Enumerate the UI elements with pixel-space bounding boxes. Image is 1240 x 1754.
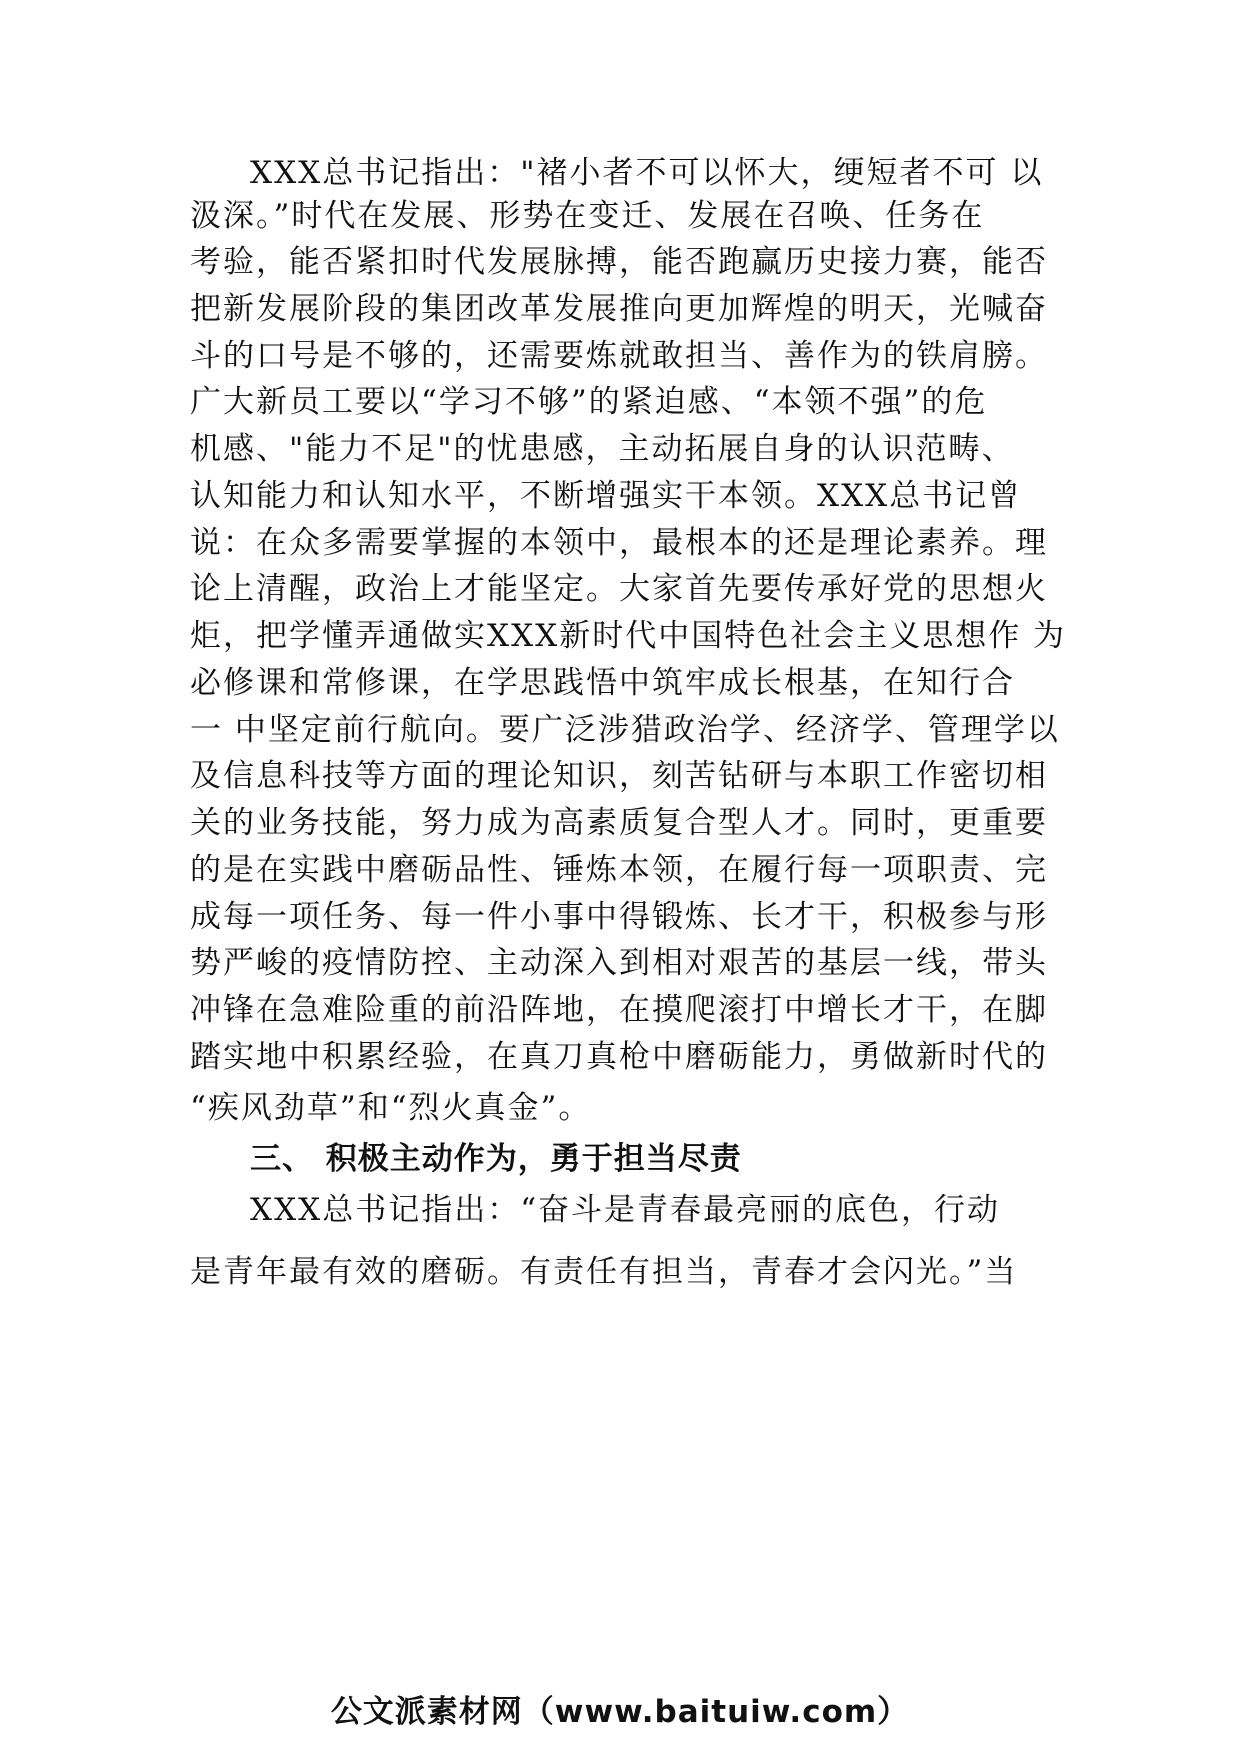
paragraph-1-line: 踏实地中积累经验，在真刀真枪中磨砺能力，勇做新时代的 (190, 1039, 1048, 1075)
paragraph-1-line: 炬，把学懂弄通做实XXX新时代中国特色社会主义思想作 为 (190, 618, 1067, 654)
paragraph-1-line: 把新发展阶段的集团改革发展推向更加辉煌的明天，光喊奋 (190, 291, 1048, 327)
paragraph-1-line: 及信息科技等方面的理论知识，刻苦钻研与本职工作密切相 (190, 758, 1048, 794)
paragraph-1-line: 关的业务技能，努力成为高素质复合型人才。同时，更重要 (190, 805, 1048, 841)
paragraph-1-line: 成每一项任务、每一件小事中得锻炼、长才干，积极参与形 (190, 899, 1048, 935)
paragraph-2-line: XXX总书记指出：“奋斗是青春最亮丽的底色，行动 (250, 1192, 1001, 1228)
paragraph-1-line: “疾风劲草”和“烈火真金”。 (190, 1090, 592, 1126)
paragraph-1-line: 势严峻的疫情防控、主动深入到相对艰苦的基层一线，带头 (190, 945, 1048, 981)
paragraph-1-line: 斗的口号是不够的，还需要炼就敢担当、善作为的铁肩膀。 (190, 338, 1048, 374)
paragraph-1-line: 的是在实践中磨砺品性、锤炼本领，在履行每一项职责、完 (190, 852, 1048, 888)
section-heading: 三、 积极主动作为，勇于担当尽责 (250, 1141, 742, 1177)
paragraph-1-line: 考验，能否紧扣时代发展脉搏，能否跑赢历史接力赛，能否 (190, 244, 1048, 280)
paragraph-1-line: 认知能力和认知水平，不断增强实干本领。XXX总书记曾 (190, 478, 1022, 514)
paragraph-1-line: XXX总书记指出："褚小者不可以怀大，绠短者不可 以 (250, 155, 1044, 191)
paragraph-2-line: 是青年最有效的磨砺。有责任有担当，青春才会闪光。”当 (190, 1254, 1018, 1290)
paragraph-1-line: 广大新员工要以“学习不够”的紧迫感、“本领不强”的危 (190, 384, 988, 420)
paragraph-1-line: 机感、"能力不足"的忧患感，主动拓展自身的认识范畴、 (190, 431, 1015, 467)
paragraph-1-line: 说：在众多需要掌握的本领中，最根本的还是理论素养。理 (190, 525, 1048, 561)
paragraph-1-line: 论上清醒，政治上才能坚定。大家首先要传承好党的思想火 (190, 571, 1048, 607)
paragraph-1-line: 汲深。”时代在发展、形势在变迁、发展在召唤、任务在 (190, 198, 985, 234)
paragraph-1-line: 冲锋在急难险重的前沿阵地，在摸爬滚打中增长才干，在脚 (190, 992, 1048, 1028)
paragraph-1-line: 一 中坚定前行航向。要广泛涉猎政治学、经济学、管理学以 (190, 712, 1060, 748)
paragraph-1-line: 必修课和常修课，在学思践悟中筑牢成长根基，在知行合 (190, 665, 1015, 701)
footer-watermark: 公文派素材网（www.baituiw.com） (330, 1694, 910, 1730)
